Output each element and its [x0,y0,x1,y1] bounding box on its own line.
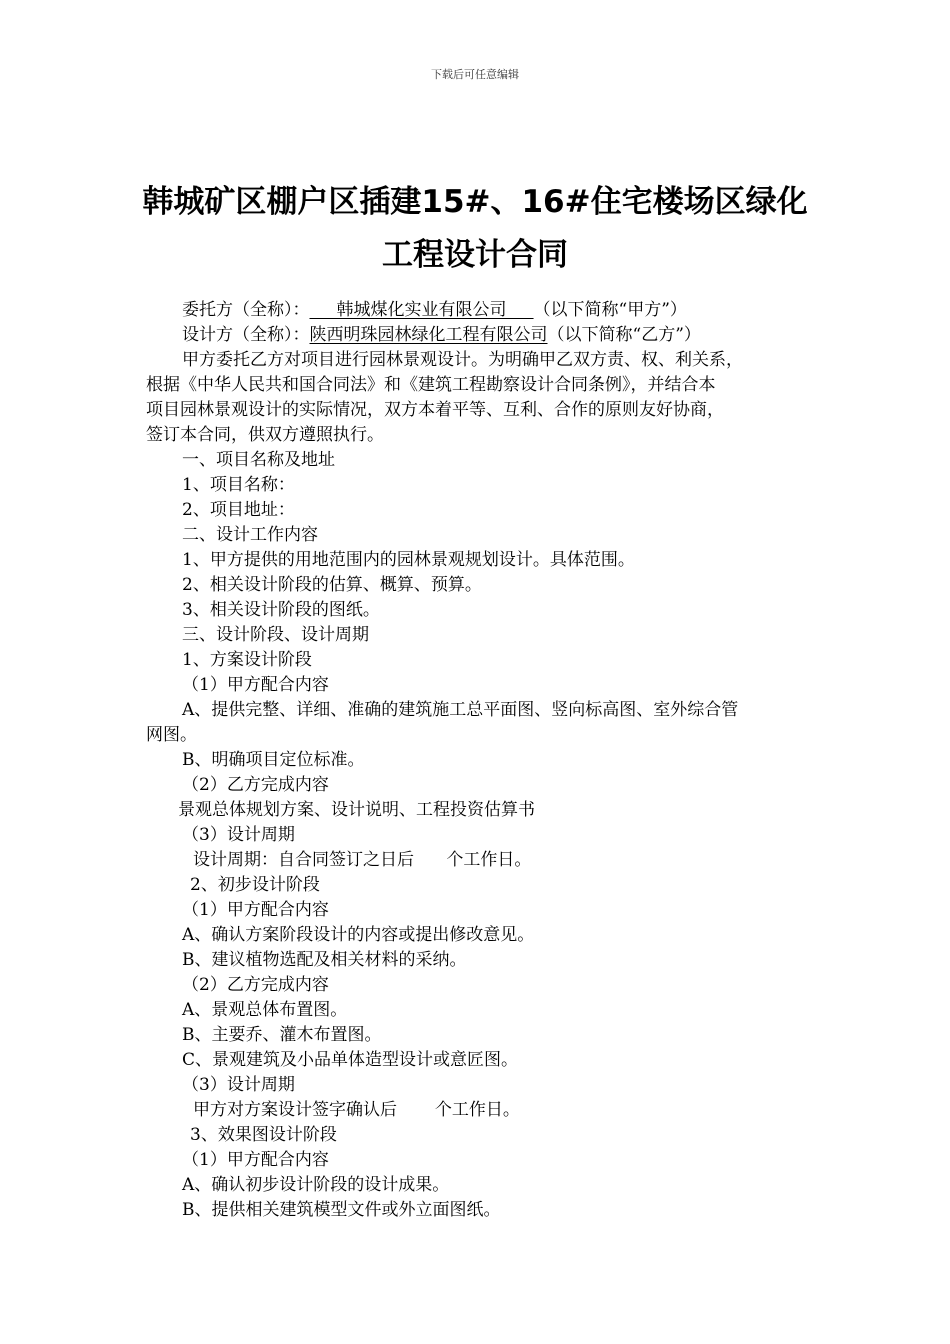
body-line: 2、相关设计阶段的估算、概算、预算。 [182,575,482,595]
body-line: 设计周期：自合同签订之日后 个工作日。 [193,850,532,870]
party-b-name: 陕西明珠园林绿化工程有限公司 [309,325,548,345]
body-line: （2）乙方完成内容 [182,975,329,995]
party-a-suffix: （以下简称“甲方”） [533,300,687,320]
body-line: A、提供完整、详细、准确的建筑施工总平面图、竖向标高图、室外综合管 [182,700,739,720]
body-line: B、提供相关建筑模型文件或外立面图纸。 [182,1200,501,1220]
body-line: 1、方案设计阶段 [182,650,312,670]
party-a-label: 委托方（全称）： [182,300,310,320]
section-heading: 三、设计阶段、设计周期 [182,625,369,645]
body-line: A、景观总体布置图。 [182,1000,348,1020]
preamble-line: 项目园林景观设计的实际情况，双方本着平等、互利、合作的原则友好协商， [146,400,724,420]
party-b-line [182,323,701,348]
body-line: B、主要乔、灌木布置图。 [182,1025,382,1045]
body-line: （1）甲方配合内容 [182,900,329,920]
preamble-line: 甲方委托乙方对项目进行园林景观设计。为明确甲乙双方责、权、利关系， [182,350,743,370]
body-line: 2、初步设计阶段 [190,875,320,895]
body-line: 景观总体规划方案、设计说明、工程投资估算书 [178,800,535,820]
body-line: A、确认方案阶段设计的内容或提出修改意见。 [182,925,535,945]
contract-title-line-1: 韩城矿区棚户区插建15#、16#住宅楼场区绿化 [142,184,808,220]
section-heading: 一、项目名称及地址 [182,450,335,470]
contract-title-line-2: 工程设计合同 [382,237,568,273]
party-a-name: 韩城煤化实业有限公司 [309,300,534,320]
body-line: （1）甲方配合内容 [182,675,329,695]
body-line: 甲方对方案设计签字确认后 个工作日。 [193,1100,520,1120]
body-line: C、景观建筑及小品单体造型设计或意匠图。 [182,1050,519,1070]
body-line: A、确认初步设计阶段的设计成果。 [182,1175,450,1195]
body-line: 3、效果图设计阶段 [190,1125,337,1145]
body-line: 1、项目名称： [182,475,295,495]
party-b-suffix: （以下简称“乙方”） [547,325,701,345]
body-line: （3）设计周期 [182,1075,295,1095]
body-line: （1）甲方配合内容 [182,1150,329,1170]
body-line: （3）设计周期 [182,825,295,845]
preamble-line: 签订本合同，供双方遵照执行。 [146,425,384,445]
section-heading: 二、设计工作内容 [182,525,318,545]
body-line: 3、相关设计阶段的图纸。 [182,600,380,620]
header-note: 下载后可任意编辑 [431,68,519,81]
party-b-label: 设计方（全称）： [182,325,310,345]
body-line: 1、甲方提供的用地范围内的园林景观规划设计。具体范围。 [182,550,635,570]
body-line: B、明确项目定位标准。 [182,750,365,770]
body-line: 网图。 [146,725,197,745]
body-line: 2、项目地址： [182,500,295,520]
body-line: （2）乙方完成内容 [182,775,329,795]
body-line: B、建议植物选配及相关材料的采纳。 [182,950,467,970]
preamble-line: 根据《中华人民共和国合同法》和《建筑工程勘察设计合同条例》，并结合本 [146,375,716,395]
party-a-line [182,298,687,323]
